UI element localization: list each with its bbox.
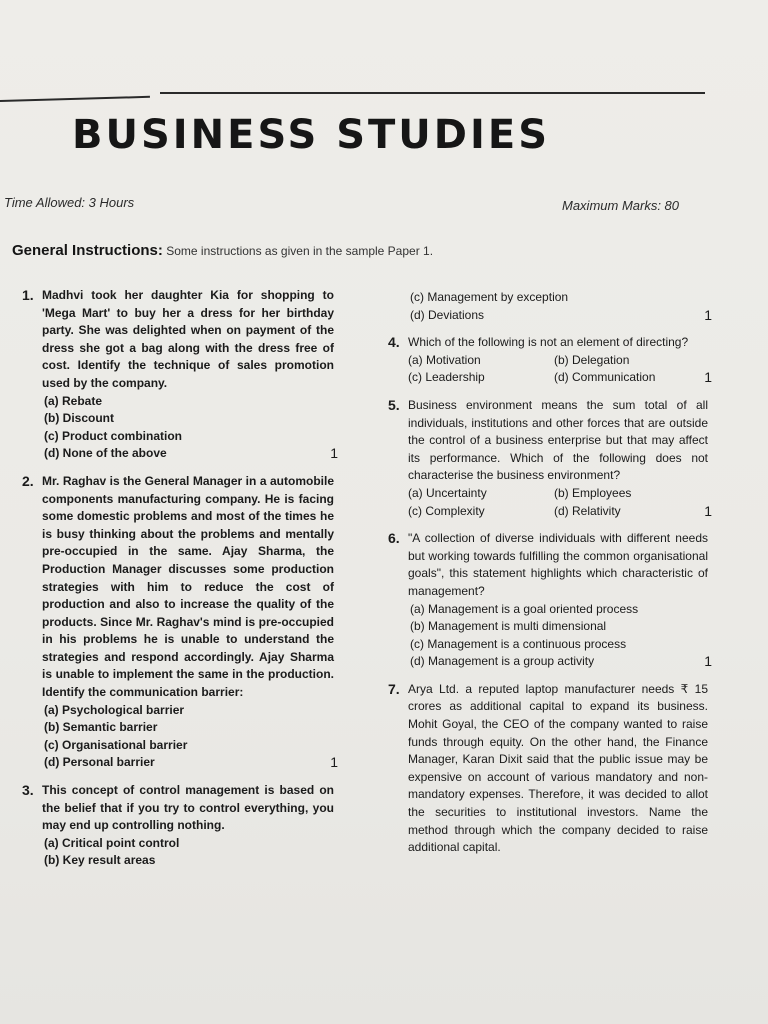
- option-c: (c) Product combination: [44, 428, 182, 443]
- option-a: (a) Critical point control: [44, 835, 180, 850]
- option-row: [408, 369, 708, 387]
- question-text: Madhvi took her daughter Kia for shopping to 'Mega Mart' to buy her a dress for her birthday party. She was delighted when on payment of the dress she got a bag along with the dress free of cost. Identify the technique of sales promotion used by the company.: [42, 288, 334, 390]
- marks: 1: [704, 306, 712, 323]
- question-text: Mr. Raghav is the General Manager in a automobile components manufacturing company. He is facing some domestic problems and most of the times he is busy thinking about the problems and mentally pre-occupied in the same. Ajay Sharma, the Production Manager discusses some production strategies with him to reduce the cost of production and also to increase the quality of the products. Since Mr. Raghav's mind is pre-occupied in his problems he is unable to understand the strategies and respond accordingly. Ajay Sharma is unable to implement the same in the production. Identify the communication barrier:: [42, 473, 334, 700]
- question-7: [388, 680, 708, 857]
- option-d: (d) Relativity: [554, 503, 621, 518]
- question-number: 1.: [22, 287, 34, 303]
- option-b: (b) Discount: [44, 411, 114, 426]
- time-allowed: Time Allowed: 3 Hours: [4, 195, 135, 210]
- question-number: 2.: [22, 472, 34, 489]
- option-c: (c) Management by exception: [410, 290, 569, 304]
- option-b: (b) Delegation: [554, 352, 630, 367]
- question-5: [388, 396, 712, 520]
- general-instructions-text: Some instructions as given in the sample Paper 1.: [166, 244, 434, 258]
- top-rule-left: [0, 96, 150, 102]
- top-rule-right: [160, 92, 705, 94]
- marks: 1: [704, 502, 712, 519]
- question-number: 6.: [388, 530, 400, 547]
- question-3-continued: [408, 289, 712, 324]
- general-instructions-label: General Instructions:: [12, 242, 163, 259]
- marks: 1: [330, 445, 338, 462]
- option-b: (b) Semantic barrier: [44, 720, 158, 735]
- option-a: (a) Rebate: [44, 393, 103, 408]
- option-a: (a) Motivation: [408, 352, 481, 367]
- question-text: "A collection of diverse individuals with different needs but working towards fulfilling the common organisational goals", this statement highlights which characteristic of management?: [408, 531, 708, 598]
- option-d: (d) Management is a group activity: [410, 654, 595, 669]
- option-d: (d) None of the above: [44, 446, 167, 461]
- option-row: [408, 503, 708, 521]
- option-c: (c) Complexity: [408, 503, 485, 518]
- question-3: [22, 782, 334, 870]
- question-number: 4.: [388, 334, 400, 351]
- option-row: [408, 352, 708, 370]
- option-c: (c) Management is a continuous process: [410, 636, 627, 651]
- general-instructions: [12, 242, 612, 259]
- option-b: (b) Management is multi dimensional: [410, 619, 607, 634]
- question-2: [22, 472, 338, 772]
- right-column: [388, 289, 712, 867]
- question-1: [22, 287, 338, 463]
- question-4: [388, 334, 712, 387]
- question-text: Which of the following is not an element of directing?: [408, 335, 689, 350]
- question-text: This concept of control management is based on the belief that if you try to control everything, you may end up controlling nothing.: [42, 783, 334, 833]
- question-number: 7.: [388, 680, 400, 697]
- option-row: [408, 485, 708, 503]
- question-number: 5.: [388, 396, 400, 413]
- option-d: (d) Deviations: [410, 307, 485, 322]
- option-a: (a) Psychological barrier: [44, 702, 185, 717]
- option-c: (c) Organisational barrier: [44, 737, 188, 752]
- left-column: [22, 287, 338, 880]
- option-b: (b) Employees: [554, 485, 632, 500]
- option-d: (d) Communication: [554, 370, 656, 385]
- marks: 1: [704, 653, 712, 670]
- maximum-marks: Maximum Marks: 80: [562, 198, 680, 213]
- question-text: Business environment means the sum total of all individuals, institutions and other forces that are outside the control of a business enterprise but that may affect its performance. Which of the following does not characterise the business environment?: [408, 397, 708, 483]
- option-a: (a) Management is a goal oriented process: [410, 601, 639, 616]
- option-d: (d) Personal barrier: [44, 755, 155, 770]
- question-number: 3.: [22, 782, 34, 799]
- page-title: BUSINESS STUDIES: [72, 112, 550, 158]
- question-text: Arya Ltd. a reputed laptop manufacturer needs ₹ 15 crores as additional capital to expand its business. Mohit Goyal, the CEO of the company wanted to raise funds through equity. On the other hand, the Finance Manager, Karan Dixit said that the public issue may be expensive on account of various mandatory and non-mandatory expenses. Therefore, it was decided to allot the securities to institutional investors. Name the method through which the company decided to raise additional capital.: [408, 681, 708, 855]
- option-b: (b) Key result areas: [44, 853, 156, 868]
- option-c: (c) Leadership: [408, 370, 485, 385]
- marks: 1: [704, 369, 712, 386]
- marks: 1: [330, 754, 338, 771]
- question-6: [388, 530, 712, 671]
- option-a: (a) Uncertainty: [408, 485, 487, 500]
